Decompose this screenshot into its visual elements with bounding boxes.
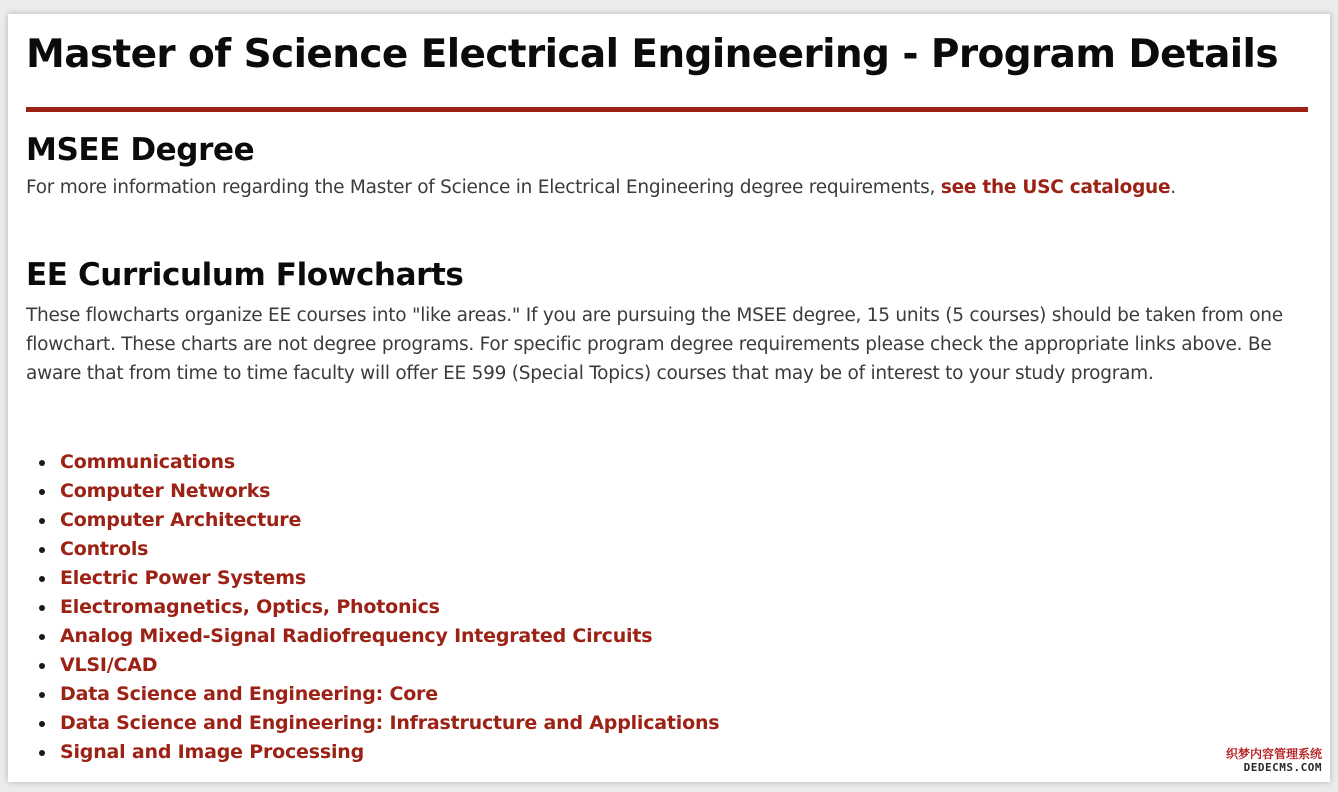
flowchart-link-communications[interactable]: Communications <box>60 451 235 473</box>
list-item <box>26 535 1308 564</box>
curriculum-heading: EE Curriculum Flowcharts <box>26 257 464 293</box>
list-item <box>26 709 1308 738</box>
flowchart-link-vlsi-cad[interactable]: VLSI/CAD <box>60 654 158 676</box>
bullet-icon <box>39 605 45 611</box>
list-item <box>26 622 1308 651</box>
msee-text-end: . <box>1170 177 1176 198</box>
page-title: Master of Science Electrical Engineering - Program Details <box>26 32 1278 77</box>
watermark <box>1226 748 1322 774</box>
list-item <box>26 738 1308 767</box>
flowchart-link-computer-architecture[interactable]: Computer Architecture <box>60 509 302 531</box>
bullet-icon <box>39 634 45 640</box>
flowchart-link-computer-networks[interactable]: Computer Networks <box>60 480 271 502</box>
flowchart-link-electromagnetics[interactable]: Electromagnetics, Optics, Photonics <box>60 596 440 618</box>
bullet-icon <box>39 547 45 553</box>
msee-heading: MSEE Degree <box>26 132 255 168</box>
list-item <box>26 593 1308 622</box>
bullet-icon <box>39 663 45 669</box>
list-item <box>26 477 1308 506</box>
page-frame <box>8 14 1330 782</box>
bullet-icon <box>39 576 45 582</box>
list-item <box>26 651 1308 680</box>
msee-paragraph <box>26 173 1308 202</box>
watermark-line-1: 织梦内容管理系统 <box>1225 747 1322 761</box>
curriculum-description: These flowcharts organize EE courses into "like areas." If you are pursuing the MSEE degree, 15 units (5 courses) should be taken from one flowchart. These charts are not degree programs. For specific program degree requirements please check the appropriate links above. Be aware that from time to time faculty will offer EE 599 (Special Topics) courses that may be of interest to your study program. <box>26 305 1283 384</box>
flowchart-link-controls[interactable]: Controls <box>60 538 149 560</box>
title-divider <box>26 107 1308 112</box>
usc-catalogue-link[interactable]: see the USC catalogue <box>940 177 1171 198</box>
list-item <box>26 506 1308 535</box>
watermark-line-2: DEDECMS.COM <box>1243 761 1322 774</box>
bullet-icon <box>39 518 45 524</box>
list-item <box>26 680 1308 709</box>
flowchart-link-data-science-infrastructure[interactable]: Data Science and Engineering: Infrastructure and Applications <box>60 712 720 734</box>
bullet-icon <box>39 692 45 698</box>
bullet-icon <box>39 460 45 466</box>
bullet-icon <box>39 750 45 756</box>
bullet-icon <box>39 721 45 727</box>
list-item <box>26 564 1308 593</box>
flowchart-link-electric-power-systems[interactable]: Electric Power Systems <box>60 567 306 589</box>
msee-text: For more information regarding the Master of Science in Electrical Engineering degree requirements, <box>26 177 941 198</box>
bullet-icon <box>39 489 45 495</box>
flowchart-link-signal-image-processing[interactable]: Signal and Image Processing <box>60 741 364 763</box>
flowchart-link-data-science-core[interactable]: Data Science and Engineering: Core <box>60 683 438 705</box>
flowchart-list <box>26 448 1308 767</box>
list-item <box>26 448 1308 477</box>
flowchart-link-analog-mixed-signal[interactable]: Analog Mixed-Signal Radiofrequency Integrated Circuits <box>60 625 653 647</box>
